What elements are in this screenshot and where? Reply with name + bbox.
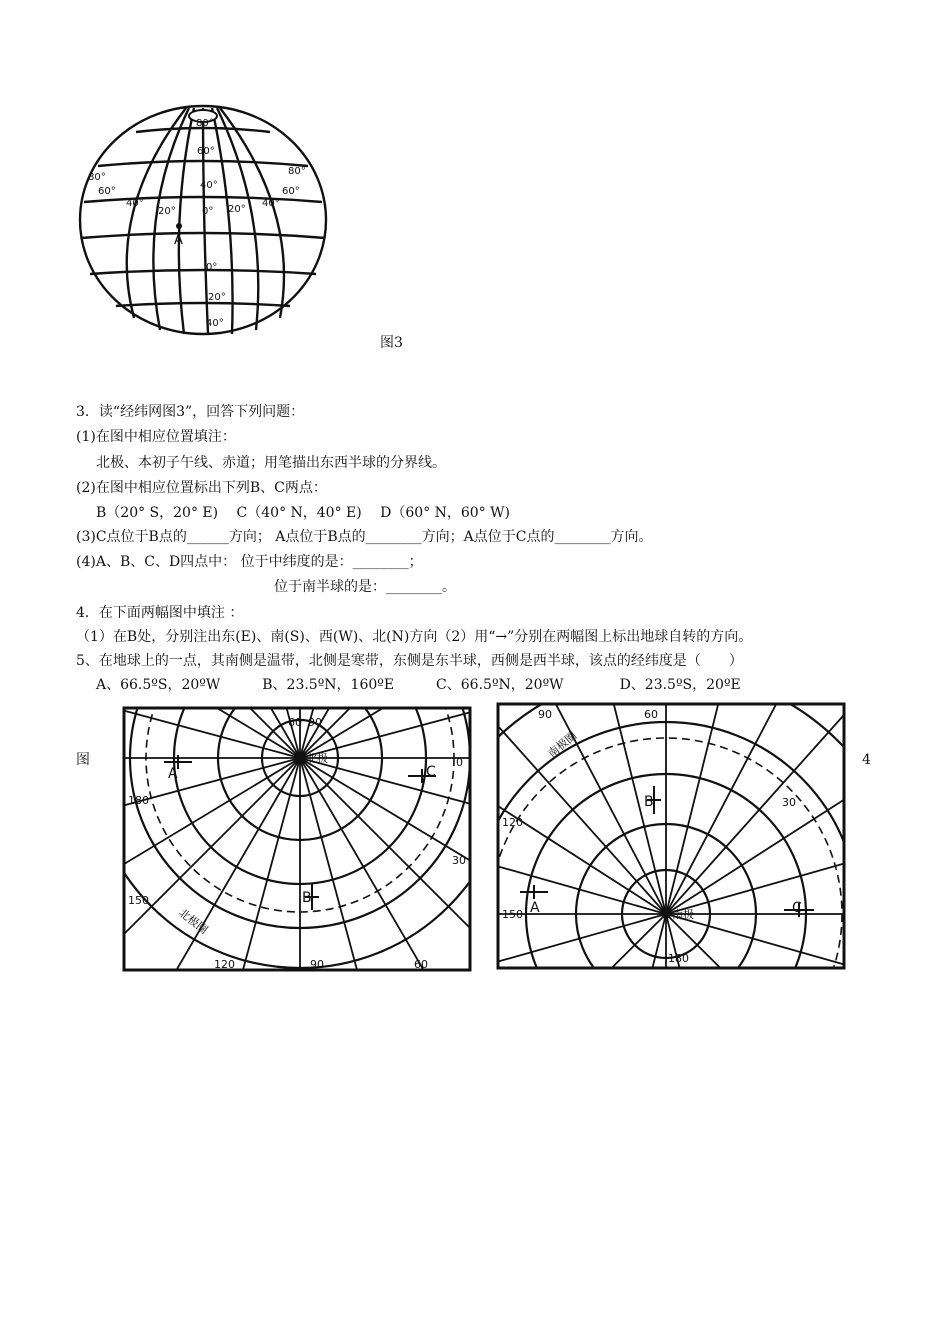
figure4-caption-left: 图 [76,752,90,768]
q3-title: 3．读“经纬网图3”，回答下列问题： [76,404,305,420]
q3-part4-b: 位于南半球的是：________。 [274,579,456,595]
globe-label-lat40: 40° [200,180,218,191]
north-map-label-90: 90 [310,958,324,971]
south-map-label-30: 30 [782,796,796,809]
north-map-label-top90: 90 [308,716,322,729]
q3-part2-detail: B（20° S，20° E) C（40° N，40° E) D（60° N，60° W) [96,505,511,521]
figure3-globe [76,102,330,338]
north-map-point-b: B [302,890,312,906]
south-polar-circle-label: 南极圈 [545,729,580,761]
north-map-label-180: 180 [128,794,149,807]
south-map-label-60: 60 [644,708,658,721]
globe-label-equator: 0° [206,262,218,273]
q3-part4: (4)A、B、C、D四点中： 位于中纬度的是：________； [76,554,423,570]
q4-detail: （1）在B处，分别注出东(E)、南(S)、西(W)、北(N)方向（2）用“→”分别在两幅图上标出地球自转的方向。 [76,629,753,645]
north-map-point-a: A [168,766,178,782]
south-map-point-c: C [792,900,802,916]
north-map-label-30: 30 [452,854,466,867]
figure4-caption-right: 4 [862,752,871,768]
south-pole-label: 南极 [672,908,694,921]
globe-label-lon-e40: 40° [262,198,280,209]
figure4-left-map [122,706,472,972]
south-map-point-b: B [644,794,654,810]
globe-label-lon-e20: 20° [228,204,246,215]
north-map-label-60: 60 [414,958,428,971]
globe-label-lat-s40: 40° [206,318,224,329]
south-map-label-150: 150 [502,908,523,921]
south-map-label-120: 120 [502,816,523,829]
north-map-point-c: C [426,764,436,780]
north-pole-label: 北极 [306,752,328,765]
globe-label-lat-s20: 20° [208,292,226,303]
north-polar-graticule [122,706,472,972]
south-map-label-180: 180 [668,952,689,965]
globe-label-lon-e60: 60° [282,186,300,197]
globe-label-lon-w80: 80° [88,172,106,183]
globe-label-lat0-meridian: 0° [202,206,214,217]
north-polar-circle-label: 北极圈 [176,906,211,937]
globe-graticule [76,102,330,338]
globe-label-lat80: 80° [196,118,214,129]
south-polar-graticule [496,702,846,970]
figure3-caption: 图3 [380,335,403,351]
q3-part2: (2)在图中相应位置标出下列B、C两点： [76,480,327,496]
north-map-label-150: 150 [128,894,149,907]
south-map-label-90: 90 [538,708,552,721]
north-map-label-top60: 60 [288,716,302,729]
q3-part3: (3)C点位于B点的______方向； A点位于B点的________方向；A点位于C点的________方向。 [76,529,653,545]
q3-part1: (1)在图中相应位置填注： [76,429,236,445]
south-map-point-a: A [530,900,540,916]
globe-label-lon-w40: 40° [126,198,144,209]
north-map-label-120: 120 [214,958,235,971]
north-map-label-0: 0 [456,756,463,769]
figure4-right-map [496,702,846,970]
q5-title: 5、在地球上的一点，其南侧是温带，北侧是寒带，东侧是东半球，西侧是西半球，该点的经纬度是（ ） [76,653,743,669]
q4-title: 4．在下面两幅图中填注 ： [76,605,244,621]
globe-label-lon-w60: 60° [98,186,116,197]
q5-options: A、66.5ºS，20ºW B、23.5ºN，160ºE C、66.5ºN，20ºW D、23.5ºS，20ºE [96,677,741,693]
q3-part1-detail: 北极、本初子午线、赤道；用笔描出东西半球的分界线。 [96,455,446,471]
globe-label-lon-w20: 20° [158,206,176,217]
globe-point-a: A [174,233,183,248]
globe-label-lon-e80: 80° [288,166,306,177]
globe-label-lat60: 60° [197,146,215,157]
